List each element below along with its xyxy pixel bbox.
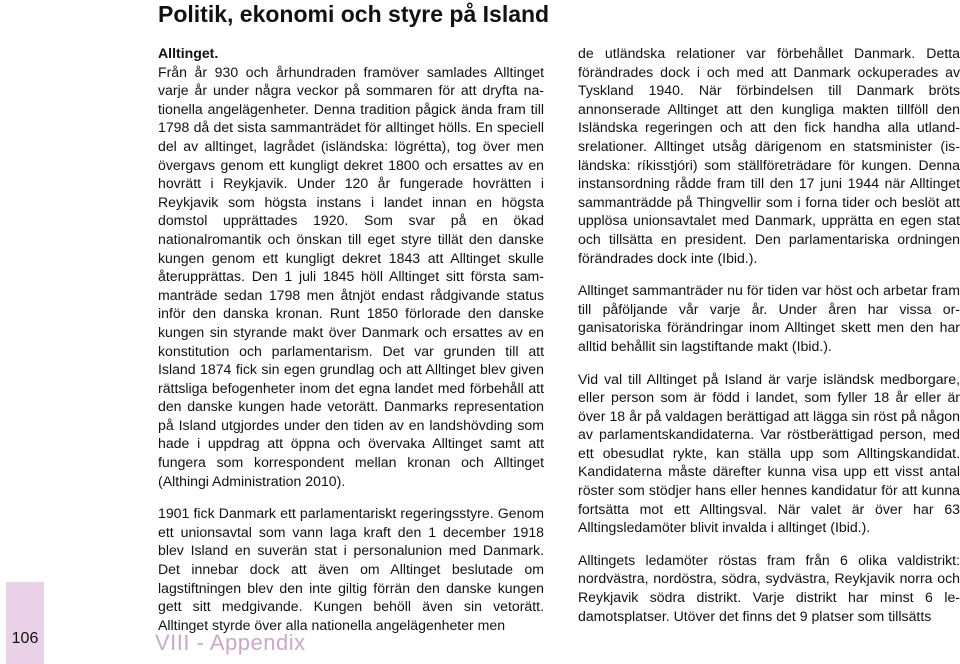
page-number-tab <box>6 582 44 664</box>
footer-section-title: VIII - Appendix <box>155 630 306 655</box>
right-paragraph-3: Vid val till Alltinget på Island är varje isländsk medborgare, eller person som är född i landet, som fyller 18 år eller är över 18 år på valdagen berättigad att lägga sin röst på någon av parlamentskandidaterna. Var röstberättigad person, med ett obesudlat rykte, kan ställa upp som Alltingskandidat. Kandidaterna måste därefter kunna visa upp ett visst antal röster som stödjer hans eller hennes kandidatur för att kunna fortsätta mot ett Alltingsval. När valet är över har 63 Alltingsledamöter blivit invalda i alltinget (Ibid.). <box>578 370 960 536</box>
right-paragraph-4: Alltingets ledamöter röstas fram från 6 olika valdistrikt: nordvästra, nordöstra, södra, sydvästra, Reykjavik norra och Reykjavik södra distrikt. Varje distrikt har minst 6 ledamotsplatser. Utöver det finns det 9 platser som tillsätts <box>578 551 960 624</box>
page-number: 106 <box>11 630 39 647</box>
page-title: Politik, ekonomi och styre på Island <box>158 1 550 27</box>
right-paragraph-2: Alltinget sammanträder nu för tiden var höst och arbetar fram till påföljande vår varje år. Under åren har vissa organisatoriska förändringar inom Alltinget skett men den har alltid behållit sin lagstiftande makt (Ibid.). <box>578 282 960 354</box>
right-column <box>578 44 960 625</box>
section-heading: Alltinget. <box>158 45 219 61</box>
left-paragraph-1 <box>158 44 544 490</box>
right-paragraph-1: de utländska relationer var förbehållet Danmark. Detta förändrades dock i och med att Danmark ockuperades av Tyskland 1940. När förbindelsen till Danmark bröts annonserade Alltinget att den kungliga makten tillföll den Isländska regeringen och att den fick handha alla utlandsrelationer. Alltinget utsåg därigenom en statsminister (isländska: ríkisstjóri) som ställföreträdare för kungen. Denna instansordning rådde fram till den 17 juni 1944 när Alltinget sammanträdde på Thingvellir som i forna tider och beslöt att upplösa unionsavtalet med Danmark, upprätta en egen stat och tillsätta en president. Den parlamentariska ordningen förändrades dock inte (Ibid.). <box>578 45 960 266</box>
left-column <box>158 44 544 634</box>
paragraph-text: Från år 930 och århundraden framöver samlades Alltinget varje år under några veckor på sommaren för att dryfta nationella angelägenheter. Denna tradition pågick ända fram till 1798 då det sista sammanträdet för alltinget hölls. En speciell del av alltinget, lagrådet (isländska: lögrétta), tog över men övergavs genom ett kungligt dekret 1800 och ersattes av en hovrätt i Reykjavik. Under 120 år fungerade hovrätten i Reykjavik som högsta instans i landet innan en högsta domstol upprättades 1920. Som svar på en ökad nationalromantik och önskan till eget styre tillät den danske kungen genom ett kungligt dekret 1843 att Alltinget skulle återupprättas. Den 1 juli 1845 höll Alltinget sitt första sammanträde sedan 1798 men åtnjöt endast rådgivande status inför den danska kronan. Runt 1850 förlorade den danske kungen sin styrande makt över Danmark och ersattes av en konstitution och parlamentarism. Det var grunden till att Island 1874 fick sin egen grundlag och att Alltinget blev given rättsliga befogenheter inom det egna landet med förbehåll att den danske kungen hade vetorätt. Danmarks representation på Island utgjordes under den tiden av en landshövding som hade i uppdrag att öppna och övervaka Alltinget samt att fungera som korrespondent mellan kronan och Alltinget (Althingi Administration 2010). <box>158 63 544 489</box>
left-paragraph-2: 1901 fick Danmark ett parlamentariskt regeringsstyre. Genom ett unionsavtal som vann laga kraft den 1 december 1918 blev Island en suverän stat i personalunion med Danmark. Det innebar dock att även om Alltinget beslutade om lagstiftningen blev den inte giltig förrän den danske kungen gett sitt medgivande. Kungen behöll även sin vetorätt. Alltinget styrde över alla nationella angelägenheter men <box>158 505 544 633</box>
